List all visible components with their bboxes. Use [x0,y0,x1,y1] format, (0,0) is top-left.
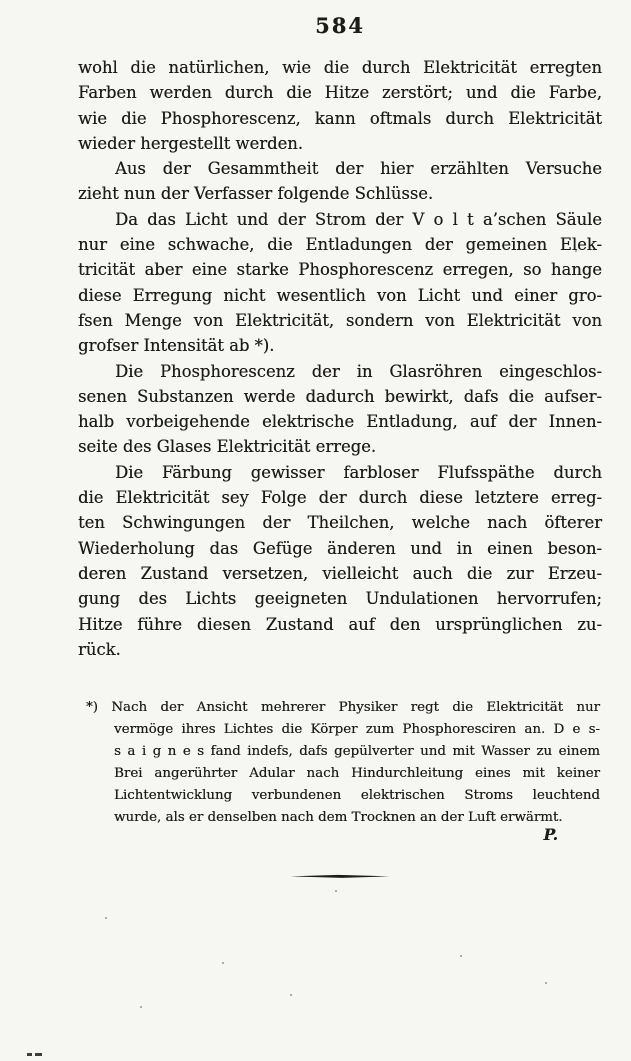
footnote-line: Lichtentwicklung verbundenen elektrischen Stroms leuchtend [114,788,600,803]
text-line: deren Zustand versetzen, vielleicht auch die zur Erzeu- [78,563,602,583]
footnote-line: Brei angerührter Adular nach Hindurchleitung eines mit keiner [114,766,600,781]
paper-speck [460,955,462,957]
footnote-line: vermöge ihres Lichtes die Körper zum Phosphoresciren an. D e s- [114,722,600,737]
text-line: Die Phosphorescenz der in Glasröhren eingeschlos- [115,361,602,381]
text-line: diese Erregung nicht wesentlich von Licht und einer gro- [78,285,602,305]
text-line: Aus der Gesammtheit der hier erzählten Versuche [115,159,602,179]
text-line: die Elektricität sey Folge der durch diese letztere erreg- [78,488,602,508]
footnote-signature: P. [543,825,558,844]
text-line: nur eine schwache, die Entladungen der gemeinen Elek- [78,235,602,255]
footnote [86,697,600,829]
paper-speck [290,994,292,996]
page-number: 584 [315,13,365,38]
footnote-line: wurde, als er denselben nach dem Trocknen an der Luft erwärmt. [114,810,563,825]
text-line: rück. [78,639,121,659]
text-line: Da das Licht und der Strom der V o l t a’schen Säule [115,209,602,229]
text-line: halb vorbeigehende elektrische Entladung, auf der Innen- [78,412,602,432]
paper-speck [105,917,107,919]
text-line: ten Schwingungen der Theilchen, welche nach öfterer [78,513,602,533]
text-line: Die Färbung gewisser farbloser Flufsspäthe durch [115,462,602,482]
text-line: wohl die natürlichen, wie die durch Elektricität erregten [78,58,602,77]
text-line: seite des Glases Elektricität errege. [78,437,377,457]
text-line: gung des Lichts geeigneten Undulationen hervorrufen; [78,589,602,609]
paper-speck [575,250,577,252]
text-line: wie die Phosphorescenz, kann oftmals durch Elektricität [78,108,602,128]
section-divider [78,874,602,879]
text-line: senen Substanzen werde dadurch bewirkt, dafs die aufser- [78,386,602,406]
page-corner-mark [27,1053,42,1056]
swelled-rule-icon [290,874,390,879]
footnote-line: *) Nach der Ansicht mehrerer Physiker regt die Elektricität nur [86,700,600,715]
paper-speck [335,890,337,892]
text-line: tricität aber eine starke Phosphorescenz erregen, so hange [78,260,602,280]
text-line: Farben werden durch die Hitze zerstört; und die Farbe, [78,83,602,103]
footnote-line: s a i g n e s fand indefs, dafs gepülverter und mit Wasser zu einem [114,744,600,759]
text-line: zieht nun der Verfasser folgende Schlüsse. [78,184,434,204]
text-line: Hitze führe diesen Zustand auf den ursprünglichen zu- [78,614,602,634]
paper-speck [140,1006,142,1008]
text-line: fsen Menge von Elektricität, sondern von Elektricität von [78,310,602,330]
paper-speck [222,962,224,964]
body-text [78,55,602,662]
paper-speck [545,982,547,984]
text-line: wieder hergestellt werden. [78,133,303,153]
text-line: grofser Intensität ab *). [78,336,275,356]
text-line: Wiederholung das Gefüge änderen und in einen beson- [78,538,602,558]
